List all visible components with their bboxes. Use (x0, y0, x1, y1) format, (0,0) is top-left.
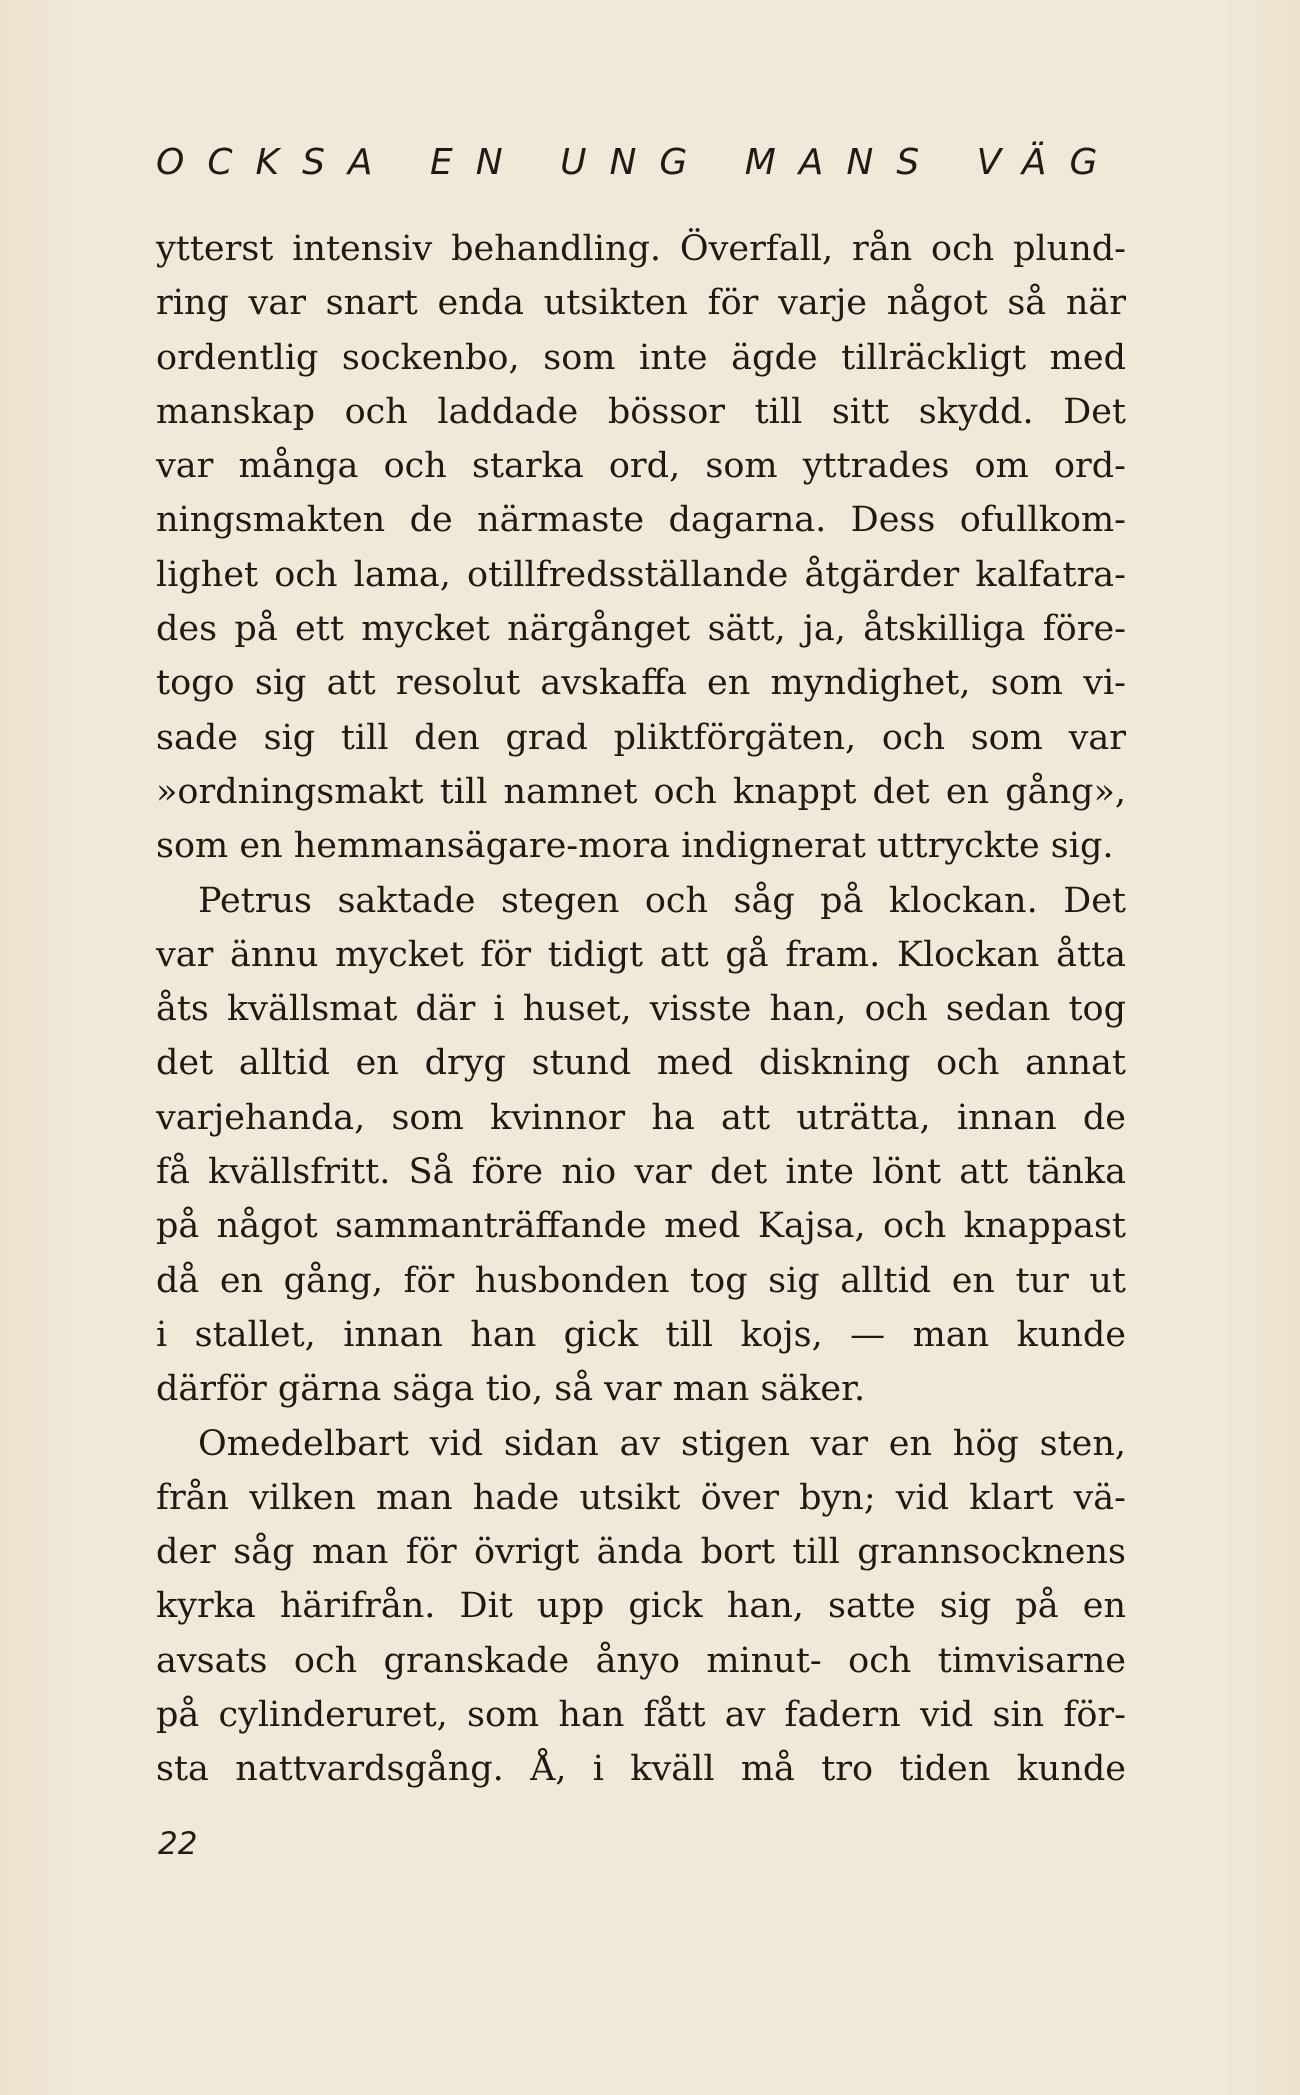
text-line: var ännu mycket för tidigt att gå fram. Klockan åtta (156, 934, 1126, 975)
text-line: lighet och lama, otillfredsställande åtgärder kalfatra- (156, 554, 1126, 595)
text-line: Petrus saktade stegen och såg på klockan. Det (198, 880, 1126, 921)
running-header: OCKSA EN UNG MANS VÄG (156, 142, 1121, 183)
text-line: Omedelbart vid sidan av stigen var en hög sten, (198, 1423, 1126, 1464)
text-line: från vilken man hade utsikt över byn; vid klart vä- (156, 1477, 1126, 1518)
text-line: des på ett mycket närgånget sätt, ja, åtskilliga före- (156, 609, 1126, 650)
text-line: kyrka härifrån. Dit upp gick han, satte sig på en (156, 1586, 1126, 1627)
text-line: ningsmakten de närmaste dagarna. Dess ofullkom- (156, 500, 1126, 541)
text-line: varjehanda, som kvinnor ha att uträtta, innan de (156, 1097, 1126, 1138)
body-text (156, 222, 1126, 1797)
text-line: ordentlig sockenbo, som inte ägde tillräckligt med (156, 337, 1126, 378)
text-line: der såg man för övrigt ända bort till grannsocknens (156, 1532, 1126, 1573)
text-line: då en gång, för husbonden tog sig alltid en tur ut (156, 1260, 1126, 1301)
text-line: på cylinderuret, som han fått av fadern vid sin för- (156, 1695, 1126, 1736)
text-line: avsats och granskade ånyo minut- och timvisarne (156, 1640, 1126, 1681)
text-line: ytterst intensiv behandling. Överfall, rån och plund- (156, 229, 1126, 269)
text-line: i stallet, innan han gick till kojs, — man kunde (156, 1314, 1126, 1355)
text-line: det alltid en dryg stund med diskning och annat (156, 1043, 1126, 1084)
text-line: som en hemmansägare-mora indignerat uttryckte sig. (156, 826, 1114, 867)
text-line: var många och starka ord, som yttrades om ord- (156, 446, 1126, 487)
text-line: sade sig till den grad pliktförgäten, och som var (156, 717, 1126, 758)
text-line: togo sig att resolut avskaffa en myndighet, som vi- (156, 663, 1126, 704)
text-line: på något sammanträffande med Kajsa, och knappast (156, 1206, 1126, 1247)
text-line: sta nattvardsgång. Å, i kväll må tro tiden kunde (156, 1749, 1126, 1790)
text-line: »ordningsmakt till namnet och knappt det en gång», (156, 771, 1126, 812)
text-line: ring var snart enda utsikten för varje något så när (156, 283, 1126, 324)
text-line: få kvällsfritt. Så före nio var det inte lönt att tänka (156, 1152, 1126, 1193)
page-number: 22 (158, 1826, 198, 1862)
text-line: därför gärna säga tio, så var man säker. (156, 1369, 866, 1410)
text-line: manskap och laddade bössor till sitt skydd. Det (156, 391, 1126, 432)
text-line: åts kvällsmat där i huset, visste han, och sedan tog (156, 989, 1126, 1030)
